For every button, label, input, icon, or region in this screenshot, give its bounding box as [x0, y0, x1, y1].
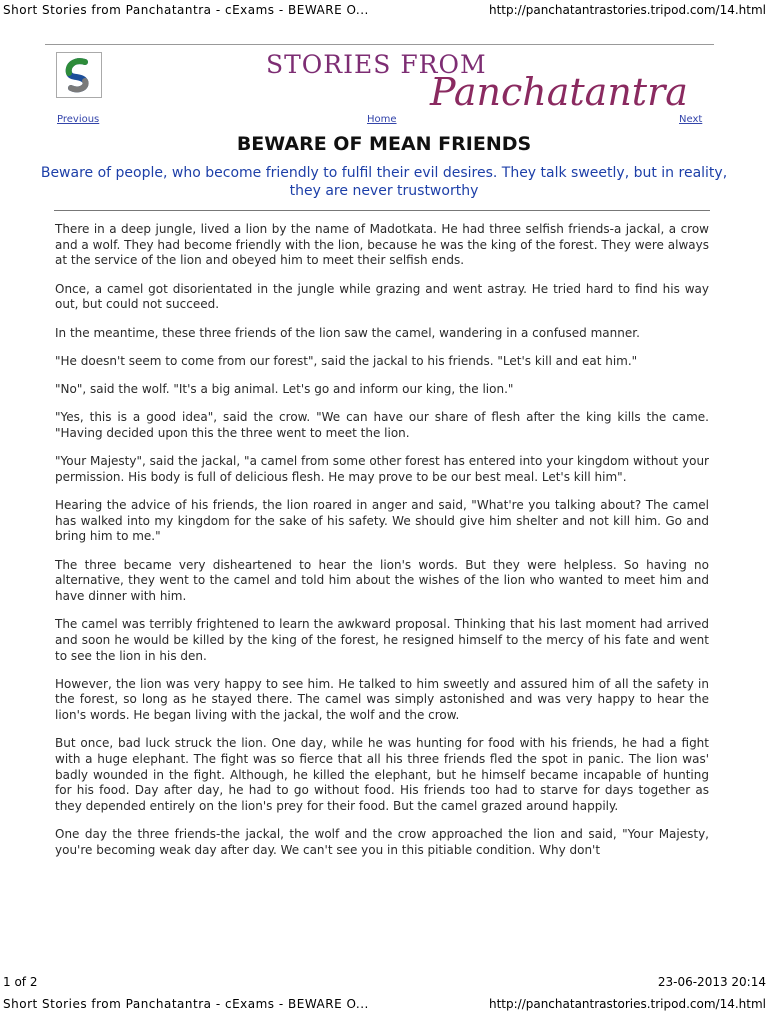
previous-link[interactable]: Previous — [57, 114, 100, 125]
site-logo[interactable] — [56, 52, 102, 98]
brand-title-line2: Panchatantra — [430, 70, 688, 114]
swirl-logo-icon — [57, 53, 101, 97]
story-body — [55, 222, 709, 871]
print-header-title: Short Stories from Panchatantra - cExams - BEWARE O... — [3, 3, 369, 17]
header-divider — [45, 44, 714, 45]
title-divider — [54, 210, 710, 211]
story-paragraph: The three became very disheartened to hear the lion's words. But they were helpless. So having no alternative, they went to the camel and told him about the wishes of the lion who wanted to meet him and have dinner with him. — [55, 557, 709, 603]
story-paragraph: "Your Majesty", said the jackal, "a camel from some other forest has entered into your kingdom without your permission. His body is full of delicious flesh. He may prove to be our best meal. Let's kill him". — [55, 454, 709, 484]
brand-title-line1: STORIES FROM — [266, 50, 487, 79]
story-paragraph: "Yes, this is a good idea", said the crow. "We can have our share of flesh after the king kills the came. "Having decided upon this the three went to meet the lion. — [55, 410, 709, 440]
home-link[interactable]: Home — [367, 114, 397, 125]
story-paragraph: The camel was terribly frightened to learn the awkward proposal. Thinking that his last moment had arrived and soon he would be killed by the king of the forest, he resigned himself to the mercy of his fate and went to see the lion in his den. — [55, 617, 709, 663]
story-paragraph: Once, a camel got disorientated in the jungle while grazing and went astray. He tried hard to find his way out, but could not succeed. — [55, 281, 709, 312]
print-header-url: http://panchatantrastories.tripod.com/14.html — [488, 3, 766, 17]
print-datetime: 23-06-2013 20:14 — [657, 975, 766, 989]
print-header — [0, 0, 768, 20]
story-paragraph: "No", said the wolf. "It's a big animal. Let's go and inform our king, the lion." — [55, 381, 514, 396]
page-count: 1 of 2 — [3, 975, 38, 989]
story-paragraph: However, the lion was very happy to see him. He talked to him sweetly and assured him of all the safety in the forest, so long as he stayed there. The camel was simply astonished and was very happy to hear the lion's words. He began living with the jackal, the wolf and the crow. — [55, 676, 709, 723]
story-paragraph: There in a deep jungle, lived a lion by the name of Madotkata. He had three selfish friends-a jackal, a crow and a wolf. They had become friendly with the lion, because he was the king of the forest. They were always at the service of the lion and obeyed him to meet their selfish ends. — [55, 222, 709, 268]
story-title: BEWARE OF MEAN FRIENDS — [236, 133, 532, 155]
story-paragraph: "He doesn't seem to come from our forest", said the jackal to his friends. "Let's kill and eat him." — [55, 353, 638, 368]
story-paragraph: One day the three friends-the jackal, the wolf and the crow approached the lion and said, "Your Majesty, you're becoming weak day after day. We can't see you in this pitiable condition. Why don't — [55, 827, 709, 858]
print-footer-title: Short Stories from Panchatantra - cExams - BEWARE O... — [3, 997, 369, 1011]
story-paragraph: In the meantime, these three friends of the lion saw the camel, wandering in a confused manner. — [55, 325, 640, 340]
story-paragraph: Hearing the advice of his friends, the lion roared in anger and said, "What're you talking about? The camel has walked into my kingdom for the sake of his safety. We should give him shelter and not kill him. Go and bring him to me." — [55, 497, 709, 544]
story-paragraph: But once, bad luck struck the lion. One day, while he was hunting for food with his friends, he had a fight with a huge elephant. The fight was so fierce that all his three friends fled the spot in panic. The lion was' badly wounded in the fight. Although, he killed the elephant, but he himself became incapable of hunting for his food. Day after day, he had to go without food. His friends too had to starve for days together as they depended entirely on the lion's prey for their food. But the camel grazed around happily. — [55, 736, 709, 814]
print-footer-url: http://panchatantrastories.tripod.com/14.html — [488, 997, 766, 1011]
story-subtitle: Beware of people, who become friendly to fulfil their evil desires. They talk sweetly, but in reality, they are never trustworthy — [40, 165, 728, 199]
next-link[interactable]: Next — [679, 114, 703, 125]
